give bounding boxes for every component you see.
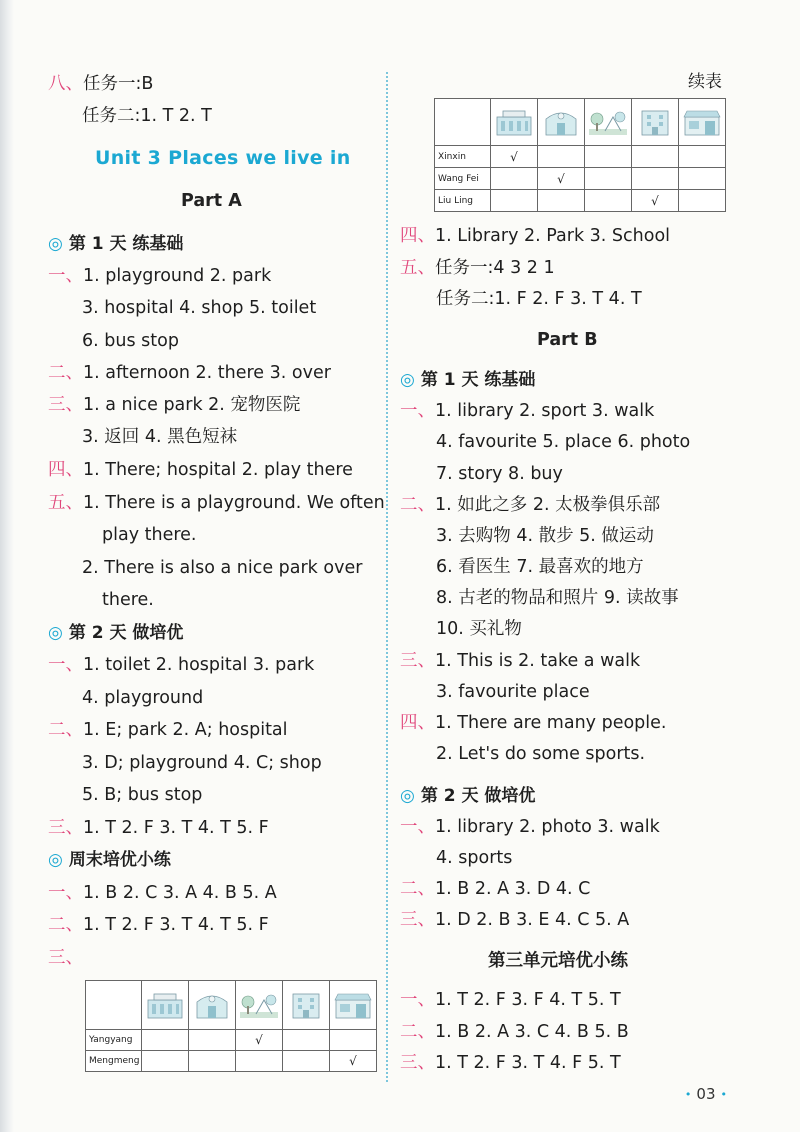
- answer-line: 2. There is also a nice park over: [82, 558, 363, 578]
- check-cell: √: [236, 1030, 283, 1051]
- answer-line: 3. 返回 4. 黑色短袜: [82, 427, 238, 447]
- answer-line: 1. a nice park 2. 宠物医院: [83, 395, 301, 415]
- circle-bullet-icon: ◎: [48, 234, 63, 254]
- exercise-row: [48, 946, 83, 970]
- answer-line: 1. Library 2. Park 3. School: [435, 226, 671, 246]
- column-divider: [386, 72, 388, 1082]
- check-cell: [330, 1030, 377, 1051]
- answer-line: 10. 买礼物: [436, 619, 522, 639]
- hospital-building-icon: [634, 107, 676, 137]
- day-1-heading: [400, 368, 535, 392]
- answer-line: 1. B 2. A 3. D 4. C: [435, 879, 591, 899]
- circle-bullet-icon: ◎: [48, 623, 63, 643]
- section-label: 三、: [400, 651, 435, 671]
- section-label: 二、: [48, 915, 83, 935]
- answer-line: 1. B 2. C 3. A 4. B 5. A: [83, 883, 277, 903]
- check-cell: [189, 1051, 236, 1072]
- section-label: 一、: [48, 655, 83, 675]
- section-label: 三、: [400, 910, 435, 930]
- answer-line: 1. There is a playground. We often: [83, 493, 385, 513]
- check-cell: [585, 168, 632, 190]
- section-label: 四、: [400, 713, 435, 733]
- answer-line: 1. This is 2. take a walk: [435, 651, 641, 671]
- section-label: 三、: [48, 948, 83, 968]
- check-cell: [142, 1030, 189, 1051]
- answer-line: 1. toilet 2. hospital 3. park: [83, 655, 315, 675]
- answer-line: 任务二:1. F 2. F 3. T 4. T: [436, 289, 642, 309]
- exercise-row: [48, 264, 271, 288]
- section-label: 二、: [48, 363, 83, 383]
- empty-header-cell: [435, 99, 491, 146]
- exercise-row: [400, 711, 666, 735]
- answer-line: 任务一:4 3 2 1: [435, 258, 555, 278]
- check-cell: [538, 146, 585, 168]
- answer-line: 1. playground 2. park: [83, 266, 272, 286]
- answer-line: 7. story 8. buy: [436, 464, 563, 484]
- exercise-row: [48, 913, 269, 937]
- answer-line: 1. E; park 2. A; hospital: [83, 720, 288, 740]
- section-label: 二、: [400, 1022, 435, 1042]
- section-label: 八、: [48, 74, 83, 94]
- weekend-practice-heading: [48, 848, 171, 872]
- answer-line: 1. library 2. photo 3. walk: [435, 817, 660, 837]
- page-number-text: 03: [696, 1085, 716, 1103]
- answer-line: 8. 古老的物品和照片 9. 读故事: [436, 588, 679, 608]
- circle-bullet-icon: ◎: [400, 370, 415, 390]
- section-label: 五、: [400, 258, 435, 278]
- answer-line: there.: [102, 590, 154, 610]
- answer-line: 3. 去购物 4. 散步 5. 做运动: [436, 526, 654, 546]
- exercise-row: [400, 493, 660, 517]
- exercise-row: [400, 815, 660, 839]
- answer-line: 5. B; bus stop: [82, 785, 203, 805]
- shop-building-icon: [681, 107, 723, 137]
- empty-header-cell: [86, 981, 142, 1030]
- exercise-row: [400, 1051, 621, 1075]
- check-cell: [538, 190, 585, 212]
- picture-row: [86, 981, 377, 1030]
- library-building-icon: [144, 990, 186, 1020]
- picture-row: [435, 99, 726, 146]
- day-2-heading: [400, 784, 535, 808]
- day-heading-text: 周末培优小练: [68, 850, 171, 870]
- answer-table-left: [85, 980, 377, 1072]
- check-cell: √: [491, 146, 538, 168]
- picture-cell: [330, 981, 377, 1030]
- section-label: 二、: [400, 495, 435, 515]
- picture-cell: [236, 981, 283, 1030]
- check-cell: √: [538, 168, 585, 190]
- table-row: [435, 146, 726, 168]
- park-icon: [238, 990, 280, 1020]
- day-1-heading: [48, 232, 183, 256]
- exercise-row: [400, 1020, 629, 1044]
- exercise-row: [400, 399, 654, 423]
- answer-line: 3. D; playground 4. C; shop: [82, 753, 322, 773]
- picture-cell: [538, 99, 585, 146]
- dot-icon: •: [684, 1088, 692, 1101]
- check-cell: [585, 190, 632, 212]
- answer-line: 1. T 2. F 3. T 4. T 5. F: [83, 818, 269, 838]
- exercise-row: [48, 653, 314, 677]
- museum-building-icon: [540, 107, 582, 137]
- day-heading-text: 第 2 天 做培优: [68, 623, 184, 643]
- answer-line: 2. Let's do some sports.: [436, 744, 646, 764]
- student-name-cell: Mengmeng: [86, 1051, 142, 1072]
- table-row: [435, 168, 726, 190]
- check-cell: [283, 1030, 330, 1051]
- section-8: [48, 72, 153, 96]
- section-label: 一、: [48, 266, 83, 286]
- answer-line: 1. 如此之多 2. 太极拳俱乐部: [435, 495, 661, 515]
- picture-cell: [283, 981, 330, 1030]
- table-continued-label: 续表: [688, 72, 722, 92]
- answer-line: 1. T 2. F 3. F 4. T 5. T: [435, 990, 621, 1010]
- exercise-row: [400, 649, 640, 673]
- exercise-row: [400, 256, 555, 280]
- answer-table-right: [434, 98, 726, 212]
- answer-line: 4. playground: [82, 688, 204, 708]
- answer-line: 1. afternoon 2. there 3. over: [83, 363, 331, 383]
- page-edge-shadow: [0, 0, 14, 1132]
- check-cell: [632, 146, 679, 168]
- student-name-cell: Wang Fei: [435, 168, 491, 190]
- check-cell: [189, 1030, 236, 1051]
- section-label: 二、: [48, 720, 83, 740]
- page-number: [680, 1085, 732, 1103]
- check-cell: [491, 168, 538, 190]
- student-name-cell: Xinxin: [435, 146, 491, 168]
- answer-line: 3. hospital 4. shop 5. toilet: [82, 298, 317, 318]
- unit-practice-heading: 第三单元培优小练: [488, 951, 628, 971]
- check-cell: [679, 168, 726, 190]
- check-cell: [491, 190, 538, 212]
- answer-line: 1. There; hospital 2. play there: [83, 460, 353, 480]
- section-label: 四、: [400, 226, 435, 246]
- answer-line: 1. library 2. sport 3. walk: [435, 401, 655, 421]
- picture-cell: [142, 981, 189, 1030]
- section-label: 五、: [48, 493, 83, 513]
- section-label: 二、: [400, 879, 435, 899]
- day-heading-text: 第 1 天 练基础: [68, 234, 184, 254]
- check-cell: [679, 146, 726, 168]
- day-2-heading: [48, 621, 183, 645]
- exercise-row: [48, 816, 269, 840]
- check-cell: [283, 1051, 330, 1072]
- table-row: [435, 190, 726, 212]
- check-cell: √: [330, 1051, 377, 1072]
- shop-building-icon: [332, 990, 374, 1020]
- answer-line: 4. sports: [436, 848, 513, 868]
- student-name-cell: Yangyang: [86, 1030, 142, 1051]
- check-cell: [142, 1051, 189, 1072]
- answer-line: 1. T 2. F 3. T 4. T 5. F: [83, 915, 269, 935]
- answer-line: 3. favourite place: [436, 682, 590, 702]
- exercise-row: [48, 458, 353, 482]
- student-name-cell: Liu Ling: [435, 190, 491, 212]
- part-a-heading: Part A: [181, 191, 242, 211]
- circle-bullet-icon: ◎: [400, 786, 415, 806]
- section-label: 一、: [48, 883, 83, 903]
- check-cell: √: [632, 190, 679, 212]
- picture-cell: [679, 99, 726, 146]
- table-row: [86, 1051, 377, 1072]
- exercise-row: [400, 988, 621, 1012]
- answer-line: play there.: [102, 525, 197, 545]
- answer-line: 1. T 2. F 3. T 4. F 5. T: [435, 1053, 621, 1073]
- library-building-icon: [493, 107, 535, 137]
- answer-line: 4. favourite 5. place 6. photo: [436, 432, 691, 452]
- answer-line: 6. bus stop: [82, 331, 179, 351]
- check-cell: [679, 190, 726, 212]
- exercise-row: [48, 881, 277, 905]
- answer-line: 1. D 2. B 3. E 4. C 5. A: [435, 910, 630, 930]
- exercise-row: [400, 224, 670, 248]
- section-label: 三、: [400, 1053, 435, 1073]
- section-label: 一、: [400, 817, 435, 837]
- answer-line: 任务一:B: [83, 74, 154, 94]
- exercise-row: [400, 908, 629, 932]
- circle-bullet-icon: ◎: [48, 850, 63, 870]
- section-label: 三、: [48, 818, 83, 838]
- exercise-row: [48, 361, 331, 385]
- exercise-row: [48, 393, 300, 417]
- table-row: [86, 1030, 377, 1051]
- part-b-heading: Part B: [537, 330, 598, 350]
- picture-cell: [189, 981, 236, 1030]
- museum-building-icon: [191, 990, 233, 1020]
- check-cell: [632, 168, 679, 190]
- check-cell: [236, 1051, 283, 1072]
- exercise-row: [48, 718, 288, 742]
- day-heading-text: 第 1 天 练基础: [420, 370, 536, 390]
- answer-line: 6. 看医生 7. 最喜欢的地方: [436, 557, 644, 577]
- exercise-row: [400, 877, 590, 901]
- section-label: 一、: [400, 401, 435, 421]
- picture-cell: [632, 99, 679, 146]
- park-icon: [587, 107, 629, 137]
- exercise-row: [48, 491, 385, 515]
- picture-cell: [491, 99, 538, 146]
- answer-line: 1. B 2. A 3. C 4. B 5. B: [435, 1022, 629, 1042]
- answer-line: 1. There are many people.: [435, 713, 667, 733]
- dot-icon: •: [720, 1088, 727, 1101]
- picture-cell: [585, 99, 632, 146]
- day-heading-text: 第 2 天 做培优: [420, 786, 536, 806]
- unit-title: Unit 3 Places we live in: [95, 147, 351, 169]
- hospital-building-icon: [285, 990, 327, 1020]
- section-label: 四、: [48, 460, 83, 480]
- answer-line: 任务二:1. T 2. T: [82, 106, 212, 126]
- section-label: 一、: [400, 990, 435, 1010]
- check-cell: [585, 146, 632, 168]
- section-label: 三、: [48, 395, 83, 415]
